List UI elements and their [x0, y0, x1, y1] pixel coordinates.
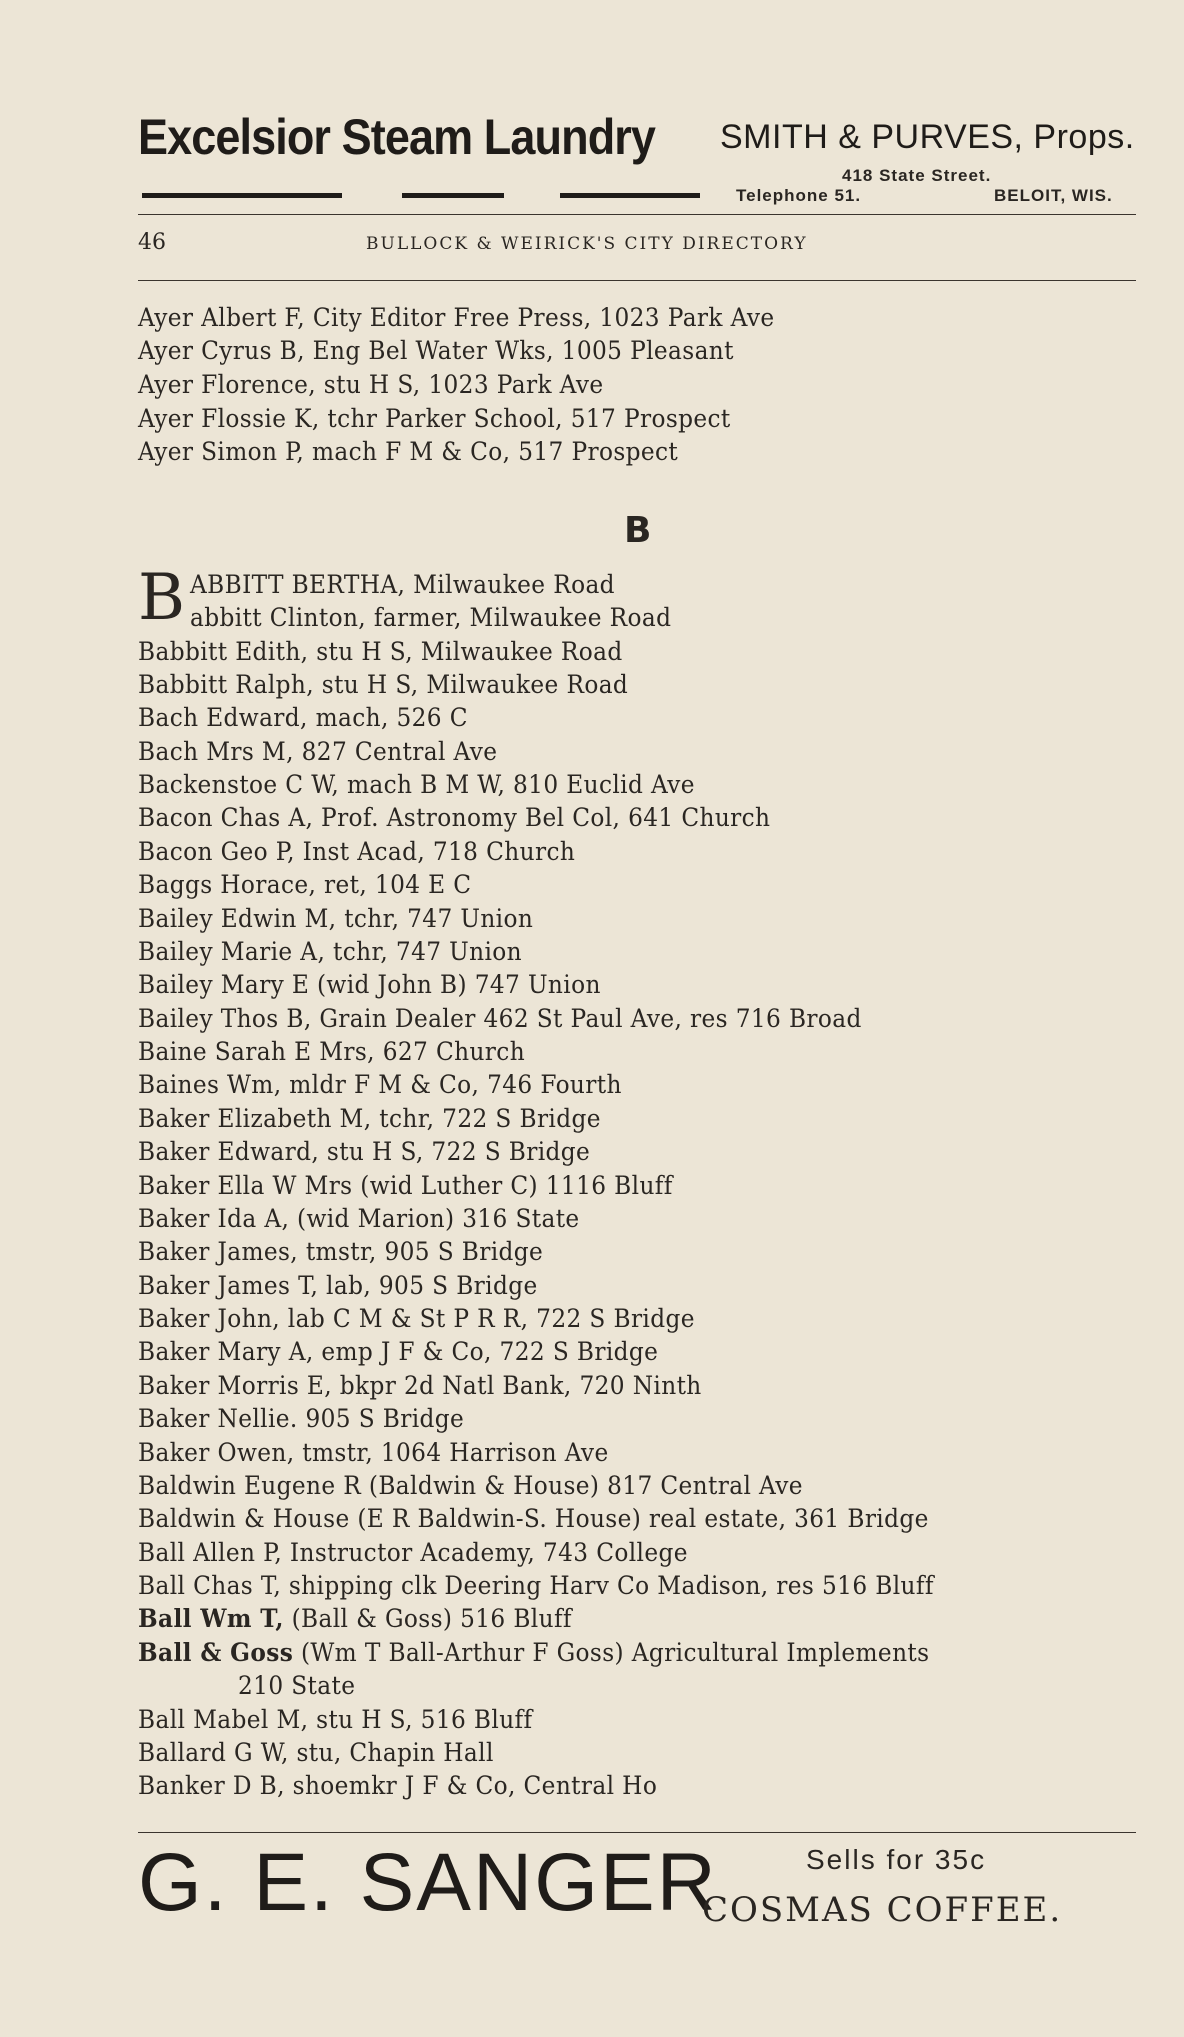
coffee-advertisement — [138, 1836, 1136, 1956]
laundry-brand: Excelsior Steam Laundry — [138, 109, 656, 165]
directory-entry: Baker Owen, tmstr, 1064 Harrison Ave — [138, 1438, 609, 1467]
directory-entry: abbitt Clinton, farmer, Milwaukee Road — [190, 603, 672, 632]
entry-detail: (Ball & Goss) 516 Bluff — [283, 1604, 572, 1633]
section-letter: B — [624, 510, 652, 551]
entry-detail: (Wm T Ball-Arthur F Goss) Agricultural Implements — [293, 1638, 930, 1667]
laundry-city: BELOIT, WIS. — [994, 186, 1113, 205]
directory-entry: Baine Sarah E Mrs, 627 Church — [138, 1037, 526, 1066]
brand-underline — [402, 193, 504, 198]
directory-entry: Baker Nellie. 905 S Bridge — [138, 1404, 465, 1433]
directory-entry: Ayer Cyrus B, Eng Bel Water Wks, 1005 Pleasant — [138, 336, 734, 365]
directory-entry: Bailey Marie A, tchr, 747 Union — [138, 937, 523, 966]
directory-entry: Ballard G W, stu, Chapin Hall — [138, 1738, 494, 1767]
directory-entry: Baker James T, lab, 905 S Bridge — [138, 1271, 538, 1300]
directory-entry: Ayer Albert F, City Editor Free Press, 1023 Park Ave — [138, 303, 775, 332]
entry-bold-name: Ball & Goss — [138, 1638, 294, 1667]
directory-entry: Baldwin Eugene R (Baldwin & House) 817 Central Ave — [138, 1471, 803, 1500]
directory-entry: Bailey Edwin M, tchr, 747 Union — [138, 904, 534, 933]
directory-entry: Baker Ida A, (wid Marion) 316 State — [138, 1204, 580, 1233]
directory-entry: Babbitt Ralph, stu H S, Milwaukee Road — [138, 670, 629, 699]
directory-entry: Bailey Mary E (wid John B) 747 Union — [138, 970, 601, 999]
brand-underline — [142, 193, 342, 198]
directory-entry: Bach Edward, mach, 526 C — [138, 703, 468, 732]
directory-entry: Baggs Horace, ret, 104 E C — [138, 870, 472, 899]
footer-rule — [138, 1832, 1136, 1833]
laundry-telephone: Telephone 51. — [736, 186, 862, 205]
directory-entry: Baker Mary A, emp J F & Co, 722 S Bridge — [138, 1337, 659, 1366]
directory-entry: Bacon Chas A, Prof. Astronomy Bel Col, 641 Church — [138, 803, 771, 832]
directory-entry: Ball Chas T, shipping clk Deering Harv Co Madison, res 516 Bluff — [138, 1571, 934, 1600]
directory-entry: Baldwin & House (E R Baldwin-S. House) real estate, 361 Bridge — [138, 1504, 929, 1533]
directory-entry: ABBITT BERTHA, Milwaukee Road — [190, 570, 615, 599]
directory-entry-bold — [138, 1638, 929, 1668]
brand-underline — [560, 193, 700, 198]
page-number: 46 — [138, 230, 166, 255]
directory-entry: Baker Edward, stu H S, 722 S Bridge — [138, 1137, 591, 1166]
running-title: BULLOCK & WEIRICK'S CITY DIRECTORY — [366, 234, 808, 254]
directory-entry: Ball Mabel M, stu H S, 516 Bluff — [138, 1705, 533, 1734]
directory-entry: Baker Elizabeth M, tchr, 722 S Bridge — [138, 1104, 601, 1133]
coffee-price: Sells for 35c — [806, 1844, 987, 1875]
directory-entry: Backenstoe C W, mach B M W, 810 Euclid Ave — [138, 770, 695, 799]
directory-entry: Ayer Flossie K, tchr Parker School, 517 Prospect — [138, 404, 731, 433]
directory-entry: Ayer Simon P, mach F M & Co, 517 Prospect — [138, 437, 679, 466]
directory-entry: Bach Mrs M, 827 Central Ave — [138, 737, 498, 766]
directory-entry-bold — [138, 1604, 572, 1634]
entry-bold-name: Ball Wm T, — [138, 1604, 284, 1633]
directory-entry: Baker John, lab C M & St P R R, 722 S Bridge — [138, 1304, 695, 1333]
directory-entry: Babbitt Edith, stu H S, Milwaukee Road — [138, 637, 623, 666]
directory-entry: Bailey Thos B, Grain Dealer 462 St Paul Ave, res 716 Broad — [138, 1004, 862, 1033]
directory-entry: Ball Allen P, Instructor Academy, 743 College — [138, 1538, 688, 1567]
directory-entry: Baker Morris E, bkpr 2d Natl Bank, 720 Ninth — [138, 1371, 702, 1400]
header-rule-top — [138, 214, 1136, 215]
running-header — [138, 230, 1136, 260]
directory-entry: Baker James, tmstr, 905 S Bridge — [138, 1237, 544, 1266]
directory-entry: Ayer Florence, stu H S, 1023 Park Ave — [138, 370, 604, 399]
directory-entry: Bacon Geo P, Inst Acad, 718 Church — [138, 837, 576, 866]
directory-entry: Baines Wm, mldr F M & Co, 746 Fourth — [138, 1070, 622, 1099]
laundry-proprietors: SMITH & PURVES, Props. — [720, 118, 1135, 156]
entry-continuation: 210 State — [238, 1671, 356, 1700]
sanger-name: G. E. SANGER — [138, 1837, 718, 1928]
drop-cap: B — [138, 561, 186, 635]
directory-entry: Baker Ella W Mrs (wid Luther C) 1116 Bluff — [138, 1171, 673, 1200]
laundry-street: 418 State Street. — [842, 166, 992, 185]
directory-entry: Banker D B, shoemkr J F & Co, Central Ho — [138, 1771, 658, 1800]
header-rule-bottom — [138, 280, 1136, 281]
coffee-brand: COSMAS COFFEE. — [702, 1890, 1063, 1930]
